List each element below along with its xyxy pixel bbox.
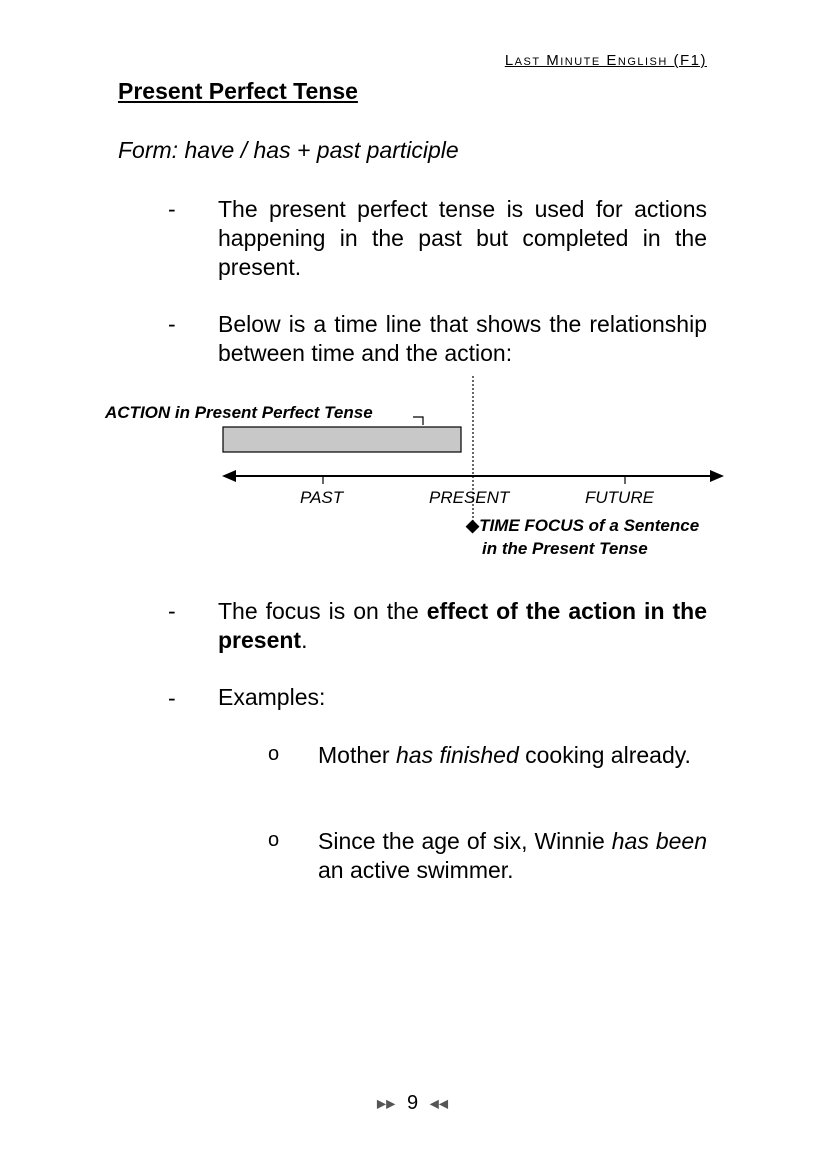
time-focus-line2: in the Present Tense (482, 539, 648, 558)
example-text: Since the age of six, Winnie has been an active swimmer. (318, 828, 707, 883)
future-label: FUTURE (585, 488, 654, 507)
example-text: Mother has finished cooking already. (318, 742, 691, 768)
past-label: PAST (300, 488, 344, 507)
present-label: PRESENT (429, 488, 510, 507)
page-number: 9 (406, 1092, 419, 1114)
diamond-icon: ◆ (466, 516, 480, 535)
timeline-diagram (0, 370, 825, 570)
page-footer (0, 1092, 825, 1115)
timeline-graphic (0, 370, 825, 570)
example-marker: o (268, 829, 280, 851)
action-label: ACTION in Present Perfect Tense (105, 403, 373, 422)
action-bar (223, 427, 461, 452)
bullet-marker: - (168, 598, 176, 624)
bullet-text: Below is a time line that shows the relationship between time and the action: (218, 311, 707, 366)
forward-arrows-icon: ▶▶ (376, 1096, 396, 1111)
time-focus-line1: ◆TIME FOCUS of a Sentence (466, 516, 700, 535)
arrow-left-icon (222, 470, 236, 482)
action-bracket (413, 417, 423, 425)
bullet-marker: - (168, 196, 176, 222)
bullet-marker: - (168, 685, 176, 711)
example-marker: o (268, 743, 280, 765)
back-arrows-icon: ◀◀ (429, 1096, 449, 1111)
running-header: Last Minute English (F1) (504, 52, 707, 69)
form-formula: Form: have / has + past participle (118, 137, 459, 163)
bullet-marker: - (168, 311, 176, 337)
section-title: Present Perfect Tense (118, 78, 358, 104)
bullet-text: The present perfect tense is used for actions happening in the past but completed in the present. (218, 196, 707, 280)
arrow-right-icon (710, 470, 724, 482)
bullet-text: Examples: (218, 684, 326, 710)
bullet-text: The focus is on the effect of the action in the present. (218, 598, 707, 653)
